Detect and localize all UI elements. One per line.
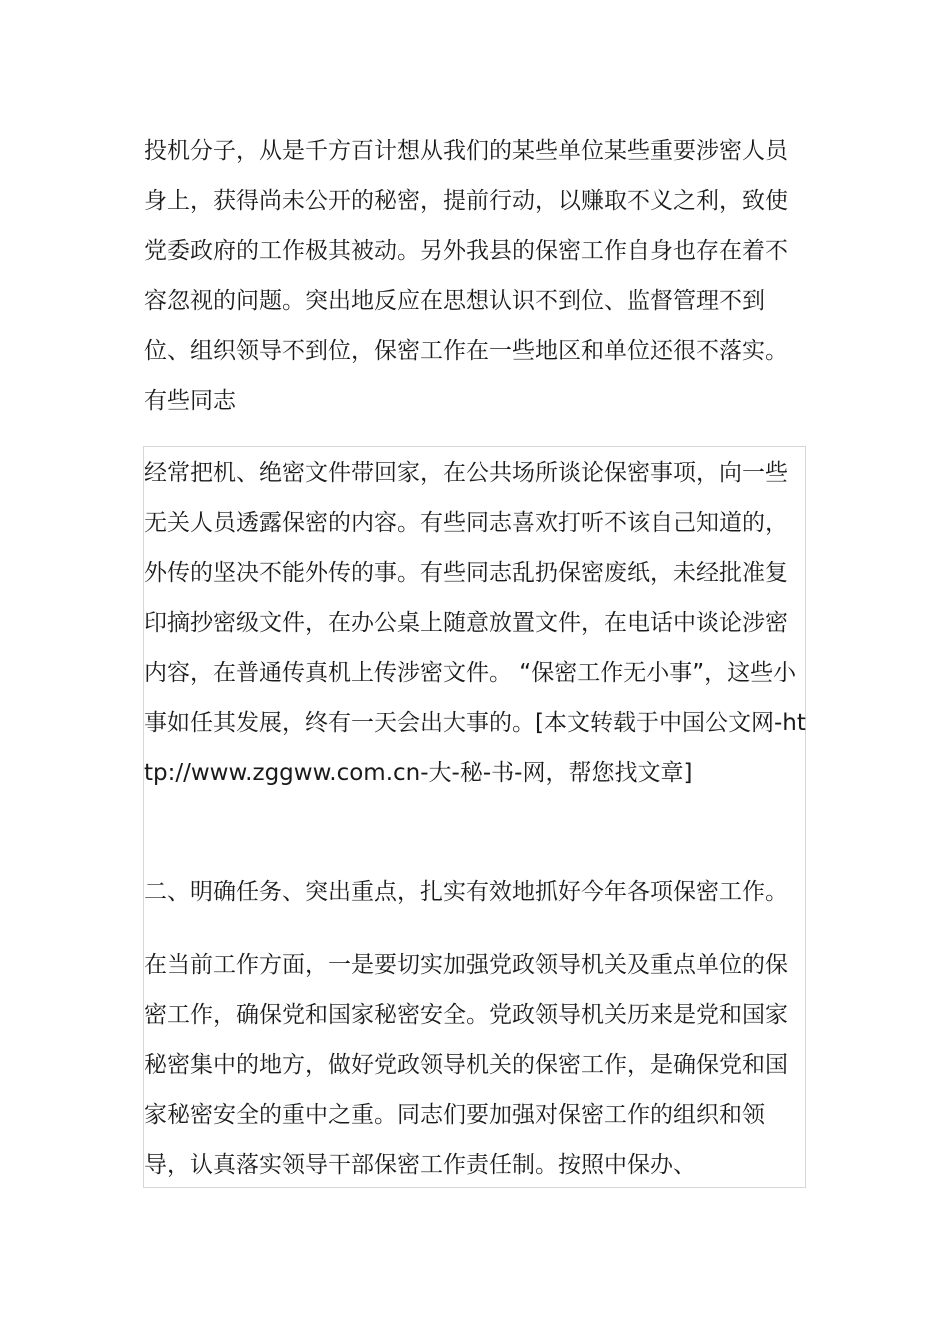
body-paragraph-intro: 投机分子，从是千方百计想从我们的某些单位某些重要涉密人员身上，获得尚未公开的秘密，提前行动，以赚取不义之利，致使党委政府的工作极其被动。另外我县的保密工作自身也存在着不容忽视的问题。突出地反应在思想认识不到位、监督管理不到位、组织领导不到位，保密工作在一些地区和单位还很不落实。有些同志 [144,138,788,414]
body-paragraph-tasks: 在当前工作方面，一是要切实加强党政领导机关及重点单位的保密工作，确保党和国家秘密安全。党政领导机关历来是党和国家秘密集中的地方，做好党政领导机关的保密工作，是确保党和国家秘密安全的重中之重。同志们要加强对保密工作的组织和领导，认真落实领导干部保密工作责任制。按照中保办、 [144,952,788,1178]
body-paragraph-examples: 经常把机、绝密文件带回家，在公共场所谈论保密事项，向一些无关人员透露保密的内容。有些同志喜欢打听不该自己知道的，外传的坚决不能外传的事。有些同志乱扔保密废纸，未经批准复印摘抄密级文件，在办公桌上随意放置文件，在电话中谈论涉密内容，在普通传真机上传涉密文件。 “保密工作无小事”，这些小事如任其发展，终有一天会出大事的。[本文转载于中国公文网-http://www.zggww.com.cn-大-秘-书-网，帮您找文章] [144,460,806,786]
bordered-text-region [143,446,806,1188]
section-heading: 二、明确任务、突出重点，扎实有效地抓好今年各项保密工作。 [144,879,788,905]
